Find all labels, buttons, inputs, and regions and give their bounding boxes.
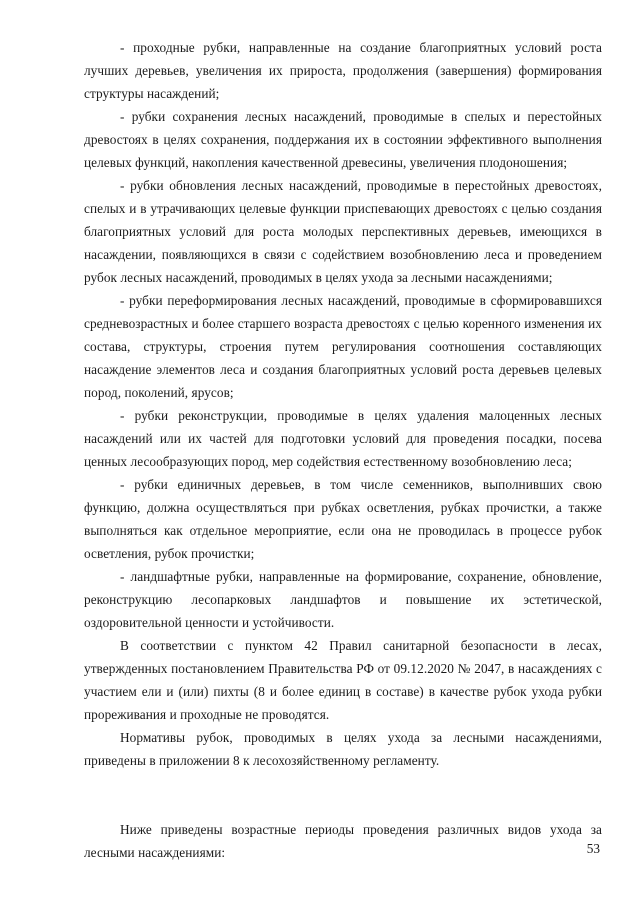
paragraph-reconstruction-cuttings: - рубки реконструкции, проводимые в целях удаления малоценных лесных насаждений или их частей для подготовки условий для проведения посадки, посева ценных лесообразующих пород, мер содействия естественному возобновлению леса; (84, 408, 602, 469)
paragraph-cutting-norms: Нормативы рубок, проводимых в целях ухода за лесными насаждениями, приведены в приложении 8 к лесохозяйственному регламенту. (84, 730, 602, 768)
paragraph-reformation-cuttings: - рубки переформирования лесных насаждений, проводимые в сформировавшихся средневозрастных и более старшего возраста древостоях с целью коренного изменения их состава, структуры, строения путем регулирования соотношения составляющих насаждение элементов леса и создания благоприятных условий роста деревьев целевых пород, поколений, ярусов; (84, 293, 602, 400)
page-number: 53 (586, 841, 600, 856)
paragraph-single-tree-cuttings: - рубки единичных деревьев, в том числе семенников, выполнивших свою функцию, должна осуществляться при рубках осветления, рубках прочистки, а также выполняться как отдельное мероприятие, если она не проводилась в процессе рубок осветления, рубок прочистки; (84, 477, 602, 561)
document-body (84, 36, 602, 864)
paragraph-conservation-cuttings: - рубки сохранения лесных насаждений, проводимые в спелых и перестойных древостоях в целях сохранения, поддержания их в состоянии эффективного выполнения целевых функций, накопления качественной древесины, увеличения плодоношения; (84, 109, 602, 170)
paragraph-sanitary-rules: В соответствии с пунктом 42 Правил санитарной безопасности в лесах, утвержденных постановлением Правительства РФ от 09.12.2020 № 2047, в насаждениях с участием ели и (или) пихты (8 и более единиц в составе) в качестве рубок ухода рубки прореживания и проходные не проводятся. (84, 638, 602, 722)
paragraph-thinning-cuttings: - проходные рубки, направленные на создание благоприятных условий роста лучших деревьев, увеличения их прироста, продолжения (завершения) формирования структуры насаждений; (84, 40, 602, 101)
paragraph-renewal-cuttings: - рубки обновления лесных насаждений, проводимые в перестойных древостоях, спелых и в утрачивающих целевые функции приспевающих древостоях с целью создания благоприятных условий для роста молодых перспективных деревьев, имеющихся в насаждении, появляющихся в связи с содействием возобновлению леса и проведением рубок лесных насаждений, проводимых в целях ухода за лесными насаждениями; (84, 178, 602, 285)
paragraph-spacer (84, 772, 602, 818)
paragraph-age-periods-intro: Ниже приведены возрастные периоды проведения различных видов ухода за лесными насаждениями: (84, 822, 602, 860)
paragraph-landscape-cuttings: - ландшафтные рубки, направленные на формирование, сохранение, обновление, реконструкцию лесопарковых ландшафтов и повышение их эстетической, оздоровительной ценности и устойчивости. (84, 569, 602, 630)
